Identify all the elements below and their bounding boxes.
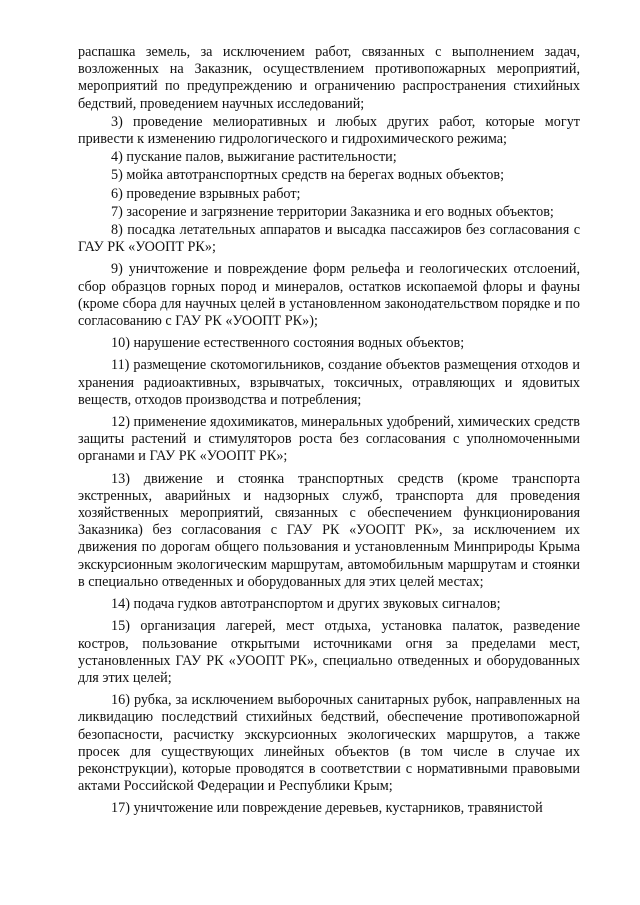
list-item-16: 16) рубка, за исключением выборочных санитарных рубок, направленных на ликвидацию последствий стихийных бедствий, обеспечение противопожарной безопасности, расчистку экскурсионных экологических маршрутов, а также просек для существующих линейных объектов (в том числе в случае их реконструкции), которые проводятся в соответствии с нормативными правовыми актами Российской Федерации и Республики Крым; [78, 692, 580, 795]
list-item-8: 8) посадка летательных аппаратов и высадка пассажиров без согласования с ГАУ РК «УООПТ РК»; [78, 222, 580, 256]
list-item-11: 11) размещение скотомогильников, создание объектов размещения отходов и хранения радиоактивных, взрывчатых, токсичных, отравляющих и ядовитых веществ, отходов производства и потребления; [78, 357, 580, 408]
list-item-10: 10) нарушение естественного состояния водных объектов; [111, 335, 465, 352]
list-item-3: 3) проведение мелиоративных и любых других работ, которые могут привести к изменению гидрологического и гидрохимического режима; [78, 113, 580, 148]
list-item-5: 5) мойка автотранспортных средств на берегах водных объектов; [111, 167, 505, 184]
list-item-9: 9) уничтожение и повреждение форм рельефа и геологических отслоений, сбор образцов горных пород и минералов, остатков ископаемой флоры и фауны (кроме сбора для научных целей в установленном законодательством порядке и по согласованию с ГАУ РК «УООПТ РК»); [78, 261, 580, 330]
list-item-6: 6) проведение взрывных работ; [111, 185, 301, 202]
list-item-12: 12) применение ядохимикатов, минеральных удобрений, химических средств защиты растений и стимуляторов роста без согласования с уполномоченными органами и ГАУ РК «УООПТ РК»; [78, 414, 580, 465]
list-item-17: 17) уничтожение или повреждение деревьев, кустарников, травянистой [111, 800, 543, 817]
paragraph-continuation: распашка земель, за исключением работ, связанных с выполнением задач, возложенных на Заказник, осуществлением противопожарных мероприятий, мероприятий по предупреждению и ограничению распространения стихийных бедствий, проведением научных исследований; [78, 44, 580, 112]
list-item-13: 13) движение и стоянка транспортных средств (кроме транспорта экстренных, аварийных и надзорных служб, транспорта для проведения хозяйственных мероприятий, связанных с обеспечением функционирования Заказника) без согласования с ГАУ РК «УООПТ РК», за исключением их движения по дорогам общего пользования и установленным Минприроды Крыма экскурсионным экологическим маршрутам, автомобильным маршрутам и стоянки в специально отведенных и оборудованных для этих целей местах; [78, 470, 580, 590]
list-item-14: 14) подача гудков автотранспортом и других звуковых сигналов; [111, 596, 501, 613]
list-item-4: 4) пускание палов, выжигание растительности; [111, 149, 397, 166]
list-item-15: 15) организация лагерей, мест отдыха, установка палаток, разведение костров, пользование открытыми источниками огня за пределами мест, установленных ГАУ РК «УООПТ РК», специально отведенных и оборудованных для этих целей; [78, 618, 580, 686]
list-item-7: 7) засорение и загрязнение территории Заказника и его водных объектов; [111, 203, 554, 220]
